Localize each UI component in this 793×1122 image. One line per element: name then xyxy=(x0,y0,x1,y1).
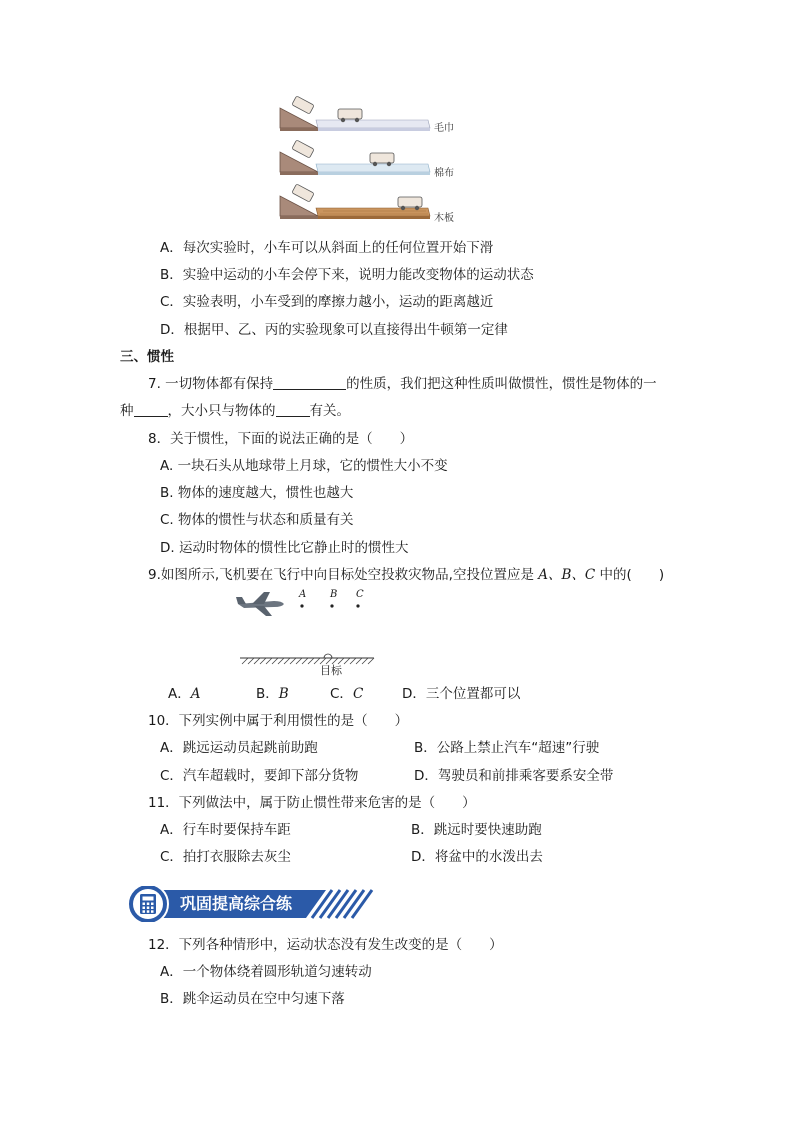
q8-stem: 8．关于惯性，下面的说法正确的是（ ） xyxy=(148,431,414,447)
drop-label-a: A xyxy=(299,589,307,600)
drop-point-b xyxy=(330,604,333,607)
ramp-row-wood xyxy=(280,184,430,219)
surface-label-cotton: 棉布 xyxy=(434,168,454,179)
q9-option-d: D．三个位置都可以 xyxy=(402,686,521,702)
q9-option-b xyxy=(256,684,289,704)
calculator-icon xyxy=(140,894,156,914)
q11-option-d: D．将盆中的水泼出去 xyxy=(411,849,543,865)
drop-label-b: B xyxy=(330,589,338,600)
q7-text-5: 有关。 xyxy=(309,403,350,419)
q9-option-c-letter: C xyxy=(352,686,364,702)
q9-option-b-letter: B xyxy=(278,686,289,702)
section-badge-label: 巩固提高综合练 xyxy=(180,894,293,913)
q9-stem-letters: A、B、C xyxy=(538,567,596,583)
q9-stem xyxy=(148,565,664,585)
q9-option-c xyxy=(330,684,363,704)
q8-option-a: A. 一块石头从地球带上月球，它的惯性大小不变 xyxy=(160,458,448,474)
q6-option-c: C．实验表明，小车受到的摩擦力越小，运动的距离越近 xyxy=(160,294,494,310)
q9-stem-suffix: 中的( ) xyxy=(595,567,665,583)
q7-line2 xyxy=(120,401,350,421)
q8-option-b: B. 物体的速度越大，惯性也越大 xyxy=(160,485,354,501)
q10-option-b: B．公路上禁止汽车“超速”行驶 xyxy=(414,740,600,756)
q9-stem-prefix: 9.如图所示,飞机要在飞行中向目标处空投救灾物品,空投位置应是 xyxy=(148,567,539,583)
q8-option-d: D. 运动时物体的惯性比它静止时的惯性大 xyxy=(160,540,409,556)
drop-point-a xyxy=(300,604,303,607)
ramp-row-towel xyxy=(280,96,430,131)
q9-option-a xyxy=(168,684,201,704)
q11-option-c: C．拍打衣服除去灰尘 xyxy=(160,849,291,865)
q12-option-a: A．一个物体绕着圆形轨道匀速转动 xyxy=(160,964,372,980)
ramp-row-cotton xyxy=(280,140,430,175)
q12-stem: 12．下列各种情形中，运动状态没有发生改变的是（ ） xyxy=(148,937,503,953)
q8-option-c: C. 物体的惯性与状态和质量有关 xyxy=(160,512,354,528)
q9-option-a-prefix: A． xyxy=(168,686,191,702)
q10-option-d: D．驾驶员和前排乘客要系安全带 xyxy=(414,768,614,784)
q7-text-4: ，大小只与物体的 xyxy=(167,403,276,419)
q7-blank-3[interactable] xyxy=(276,402,310,417)
q7-text-3: 种 xyxy=(120,403,134,419)
surface-label-towel: 毛巾 xyxy=(434,123,454,134)
airplane-icon xyxy=(236,592,284,616)
surface-label-wood: 木板 xyxy=(434,213,454,224)
q10-stem: 10．下列实例中属于利用惯性的是（ ） xyxy=(148,713,409,729)
section-heading-inertia: 三、惯性 xyxy=(120,349,174,365)
ground-hatching xyxy=(242,658,374,664)
q6-option-a: A．每次实验时，小车可以从斜面上的任何位置开始下滑 xyxy=(160,240,494,256)
q11-option-b: B．跳远时要快速助跑 xyxy=(411,822,542,838)
q7-text-2: 的性质，我们把这种性质叫做惯性，惯性是物体的一 xyxy=(346,376,657,392)
q6-option-b: B．实验中运动的小车会停下来，说明力能改变物体的运动状态 xyxy=(160,267,534,283)
drop-point-c xyxy=(356,604,359,607)
q9-option-c-prefix: C． xyxy=(330,686,353,702)
q7-line1 xyxy=(148,374,657,394)
ramp-experiment-figure xyxy=(278,96,468,226)
q10-option-c: C．汽车超载时，要卸下部分货物 xyxy=(160,768,359,784)
q12-option-b: B．跳伞运动员在空中匀速下落 xyxy=(160,991,345,1007)
q7-blank-1[interactable] xyxy=(273,375,346,390)
q9-option-b-prefix: B． xyxy=(256,686,279,702)
q10-option-a: A．跳远运动员起跳前助跑 xyxy=(160,740,318,756)
drop-label-c: C xyxy=(356,589,364,600)
q11-option-a: A．行车时要保持车距 xyxy=(160,822,291,838)
q11-stem: 11．下列做法中，属于防止惯性带来危害的是（ ） xyxy=(148,795,476,811)
target-label: 目标 xyxy=(320,664,342,677)
q7-blank-2[interactable] xyxy=(134,402,168,417)
target-mark xyxy=(324,654,332,658)
q6-option-d: D．根据甲、乙、丙的实验现象可以直接得出牛顿第一定律 xyxy=(160,322,508,338)
q7-text-1: 7. 一切物体都有保持 xyxy=(148,376,274,392)
q9-option-a-letter: A xyxy=(190,686,201,702)
